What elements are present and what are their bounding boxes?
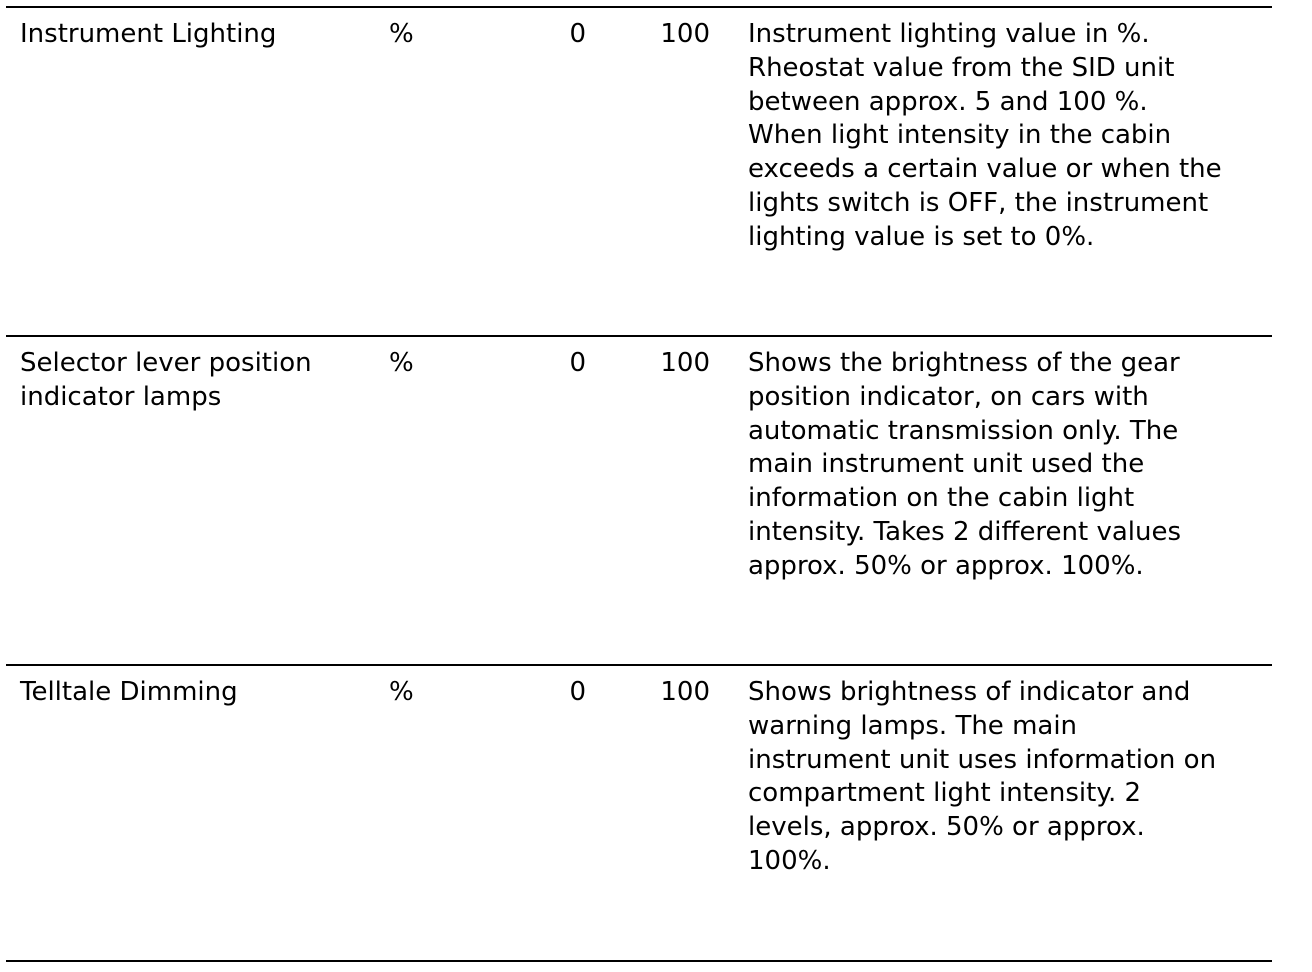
parameter-unit: % (389, 348, 414, 378)
parameter-table (6, 6, 1272, 962)
table-row (6, 8, 1272, 337)
parameter-min: 0 (569, 19, 586, 49)
parameter-unit: % (389, 19, 414, 49)
parameter-min: 0 (569, 677, 586, 707)
parameter-name: Instrument Lighting (20, 19, 277, 49)
parameter-max: 100 (660, 348, 710, 378)
parameter-description: Shows the brightness of the gear position indicator, on cars with automatic transmission only. The main instrument unit used the information on the cabin light intensity. Takes 2 different values approx. 50% or approx. 100%. (748, 348, 1182, 581)
parameter-description: Instrument lighting value in %. Rheostat value from the SID unit between approx. 5 and 100 %. When light intensity in the cabin exceeds a certain value or when the lights switch is OFF, the instrument lighting value is set to 0%. (748, 19, 1222, 252)
parameter-max: 100 (660, 19, 710, 49)
parameter-name: Telltale Dimming (20, 677, 238, 707)
parameter-max: 100 (660, 677, 710, 707)
parameter-min: 0 (569, 348, 586, 378)
parameter-name: Selector lever position indicator lamps (20, 348, 312, 412)
table-row (6, 666, 1272, 962)
table-row (6, 337, 1272, 666)
parameter-description: Shows brightness of indicator and warning lamps. The main instrument unit uses information on compartment light intensity. 2 levels, approx. 50% or approx. 100%. (748, 677, 1217, 876)
parameter-unit: % (389, 677, 414, 707)
